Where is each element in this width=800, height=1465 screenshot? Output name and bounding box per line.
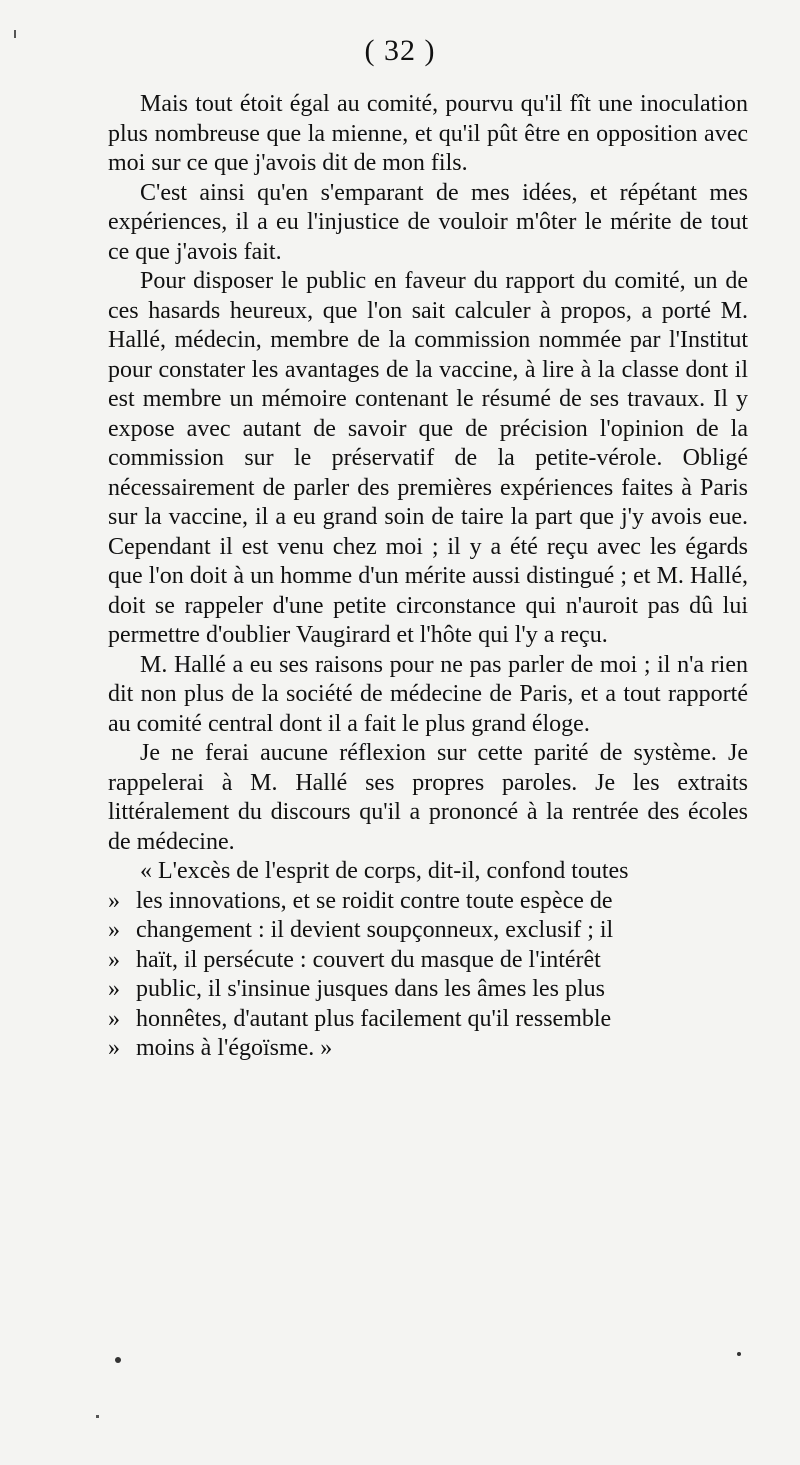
ink-speck [115,1357,121,1363]
paragraph-4: M. Hallé a eu ses raisons pour ne pas parler de moi ; il n'a rien dit non plus de la société de médecine de Paris, et a tout rapporté au comité central dont il a fait le plus grand éloge. [108,651,748,737]
quote-line-1: « L'excès de l'esprit de corps, dit-il, confond toutes [140,858,629,884]
quote-line-3: » changement : il devient soupçonneux, exclusif ; il [108,916,748,946]
paragraph-2: C'est ainsi qu'en s'emparant de mes idées, et répétant mes expériences, il a eu l'injustice de vouloir m'ôter le mérite de tout ce que j'avois fait. [108,179,748,265]
quote-line-4: » haït, il persécute : couvert du masque de l'intérêt [108,946,748,976]
margin-mark [14,30,16,38]
quote-line-2: » les innovations, et se roidit contre toute espèce de [108,887,748,917]
page-body [108,90,748,1064]
quote-line-5: » public, il s'insinue jusques dans les âmes les plus [108,975,748,1005]
quote-line-6: » honnêtes, d'autant plus facilement qu'il ressemble [108,1005,748,1035]
quote-mark: » [108,946,120,973]
quote-mark: » [108,917,120,943]
quote-mark: » [108,887,120,914]
quote-mark: » [108,1035,120,1061]
quote-line-7: » moins à l'égoïsme. » [108,1034,748,1064]
page-number: ( 32 ) [364,34,436,67]
quote-mark: » [108,976,120,1002]
paragraph-3: Pour disposer le public en faveur du rapport du comité, un de ces hasards heureux, que l'on sait calculer à propos, a porté M. Hallé, médecin, membre de la commission nommée par l'Institut pour constater les avantages de la vaccine, à lire à la classe dont il est membre un mémoire contenant le résumé de ses travaux. Il y expose avec autant de savoir que de précision l'opinion de la commission sur le préservatif de la petite-vérole. Obligé nécessairement de parler des premières expériences faites à Paris sur la vaccine, il a eu grand soin de taire la part que j'y avois eue. Cependant il est venu chez moi ; il y a été reçu avec les égards que l'on doit à un homme d'un mérite aussi distingué ; et M. Hallé, doit se rappeler d'une petite circonstance qui n'auroit pas dû lui permettre d'oublier Vaugirard et l'hôte qui l'y a reçu. [108,268,748,648]
margin-mark [96,1415,99,1418]
paragraph-5: Je ne ferai aucune réflexion sur cette parité de système. Je rappelerai à M. Hallé ses propres paroles. Je les extraits littéralement du discours qu'il a prononcé à la rentrée des écoles de médecine. [108,740,748,855]
ink-speck [737,1352,741,1356]
quote-mark: » [108,1005,120,1032]
paragraph-1: Mais tout étoit égal au comité, pourvu qu'il fît une inoculation plus nombreuse que la mienne, et qu'il pût être en opposition avec moi sur ce que j'avois dit de mon fils. [108,91,748,176]
quotation [108,857,748,1064]
